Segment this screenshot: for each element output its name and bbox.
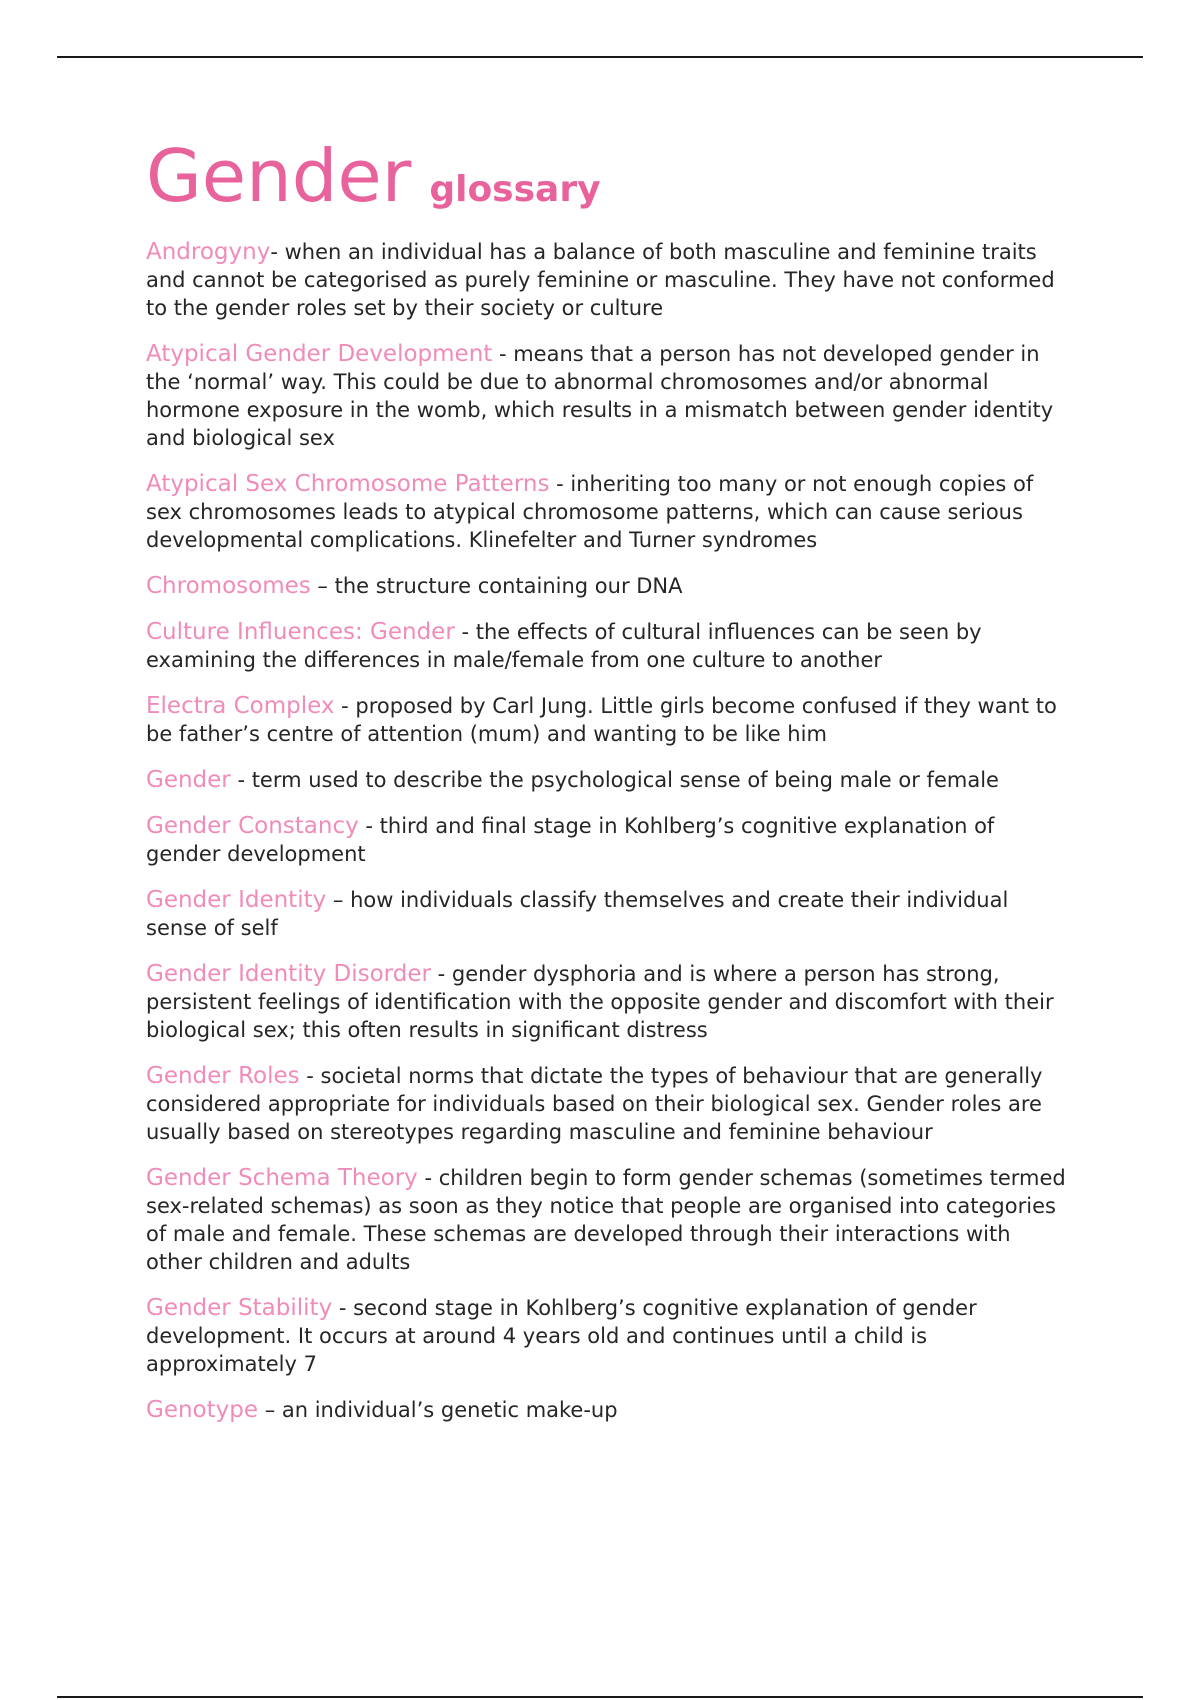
definition: - gender dysphoria and is where a person has strong, persistent feelings of identification with the opposite gender and discomfort with their biological sex; this often results in significant distress bbox=[146, 962, 1054, 1042]
glossary-entry-gender-identity-disorder bbox=[146, 960, 1066, 1044]
definition: – an individual’s genetic make-up bbox=[258, 1398, 618, 1422]
title-main: Gender bbox=[146, 134, 412, 218]
page-title bbox=[146, 134, 1066, 218]
glossary-entry-atypical-sex-chromosome-patterns bbox=[146, 470, 1066, 554]
title-sub: glossary bbox=[429, 169, 601, 210]
glossary-entry-gender-schema-theory bbox=[146, 1164, 1066, 1276]
definition: - term used to describe the psychological sense of being male or female bbox=[230, 768, 999, 792]
glossary-entry-gender-constancy bbox=[146, 812, 1066, 868]
glossary-entry-gender-stability bbox=[146, 1294, 1066, 1378]
definition: - means that a person has not developed gender in the ‘normal’ way. This could be due to abnormal chromosomes and/or abnormal hormone exposure in the womb, which results in a mismatch between gender identity and biological sex bbox=[146, 342, 1054, 450]
term: Culture Influences: Gender bbox=[146, 619, 455, 645]
term: Gender Constancy bbox=[146, 813, 359, 839]
term: Gender Roles bbox=[146, 1063, 300, 1089]
definition: - proposed by Carl Jung. Little girls become confused if they want to be father’s centre of attention (mum) and wanting to be like him bbox=[146, 694, 1057, 746]
term: Chromosomes bbox=[146, 573, 311, 599]
term: Gender Stability bbox=[146, 1295, 333, 1321]
term: Gender Identity bbox=[146, 887, 327, 913]
glossary-entry-electra-complex bbox=[146, 692, 1066, 748]
term: Gender Schema Theory bbox=[146, 1165, 418, 1191]
glossary-page bbox=[146, 134, 1066, 1442]
glossary-entry-chromosomes bbox=[146, 572, 1066, 600]
term: Gender bbox=[146, 767, 231, 793]
glossary-entry-gender bbox=[146, 766, 1066, 794]
definition: - societal norms that dictate the types of behaviour that are generally considered appropriate for individuals based on their biological sex. Gender roles are usually based on stereotypes regarding masculine and feminine behaviour bbox=[146, 1064, 1043, 1144]
term: Gender Identity Disorder bbox=[146, 961, 431, 987]
glossary-entry-androgyny bbox=[146, 238, 1066, 322]
definition: - when an individual has a balance of both masculine and feminine traits and cannot be categorised as purely feminine or masculine. They have not conformed to the gender roles set by their society or culture bbox=[146, 240, 1055, 320]
definition: - the effects of cultural influences can be seen by examining the differences in male/female from one culture to another bbox=[146, 620, 982, 672]
definition: - second stage in Kohlberg’s cognitive explanation of gender development. It occurs at around 4 years old and continues until a child is approximately 7 bbox=[146, 1296, 977, 1376]
term: Atypical Gender Development bbox=[146, 341, 493, 367]
definition: – how individuals classify themselves and create their individual sense of self bbox=[146, 888, 1009, 940]
glossary-entry-culture-influences bbox=[146, 618, 1066, 674]
definition: - children begin to form gender schemas (sometimes termed sex-related schemas) as soon as they notice that people are organised into categories of male and female. These schemas are developed through their interactions with other children and adults bbox=[146, 1166, 1066, 1274]
glossary-entry-gender-roles bbox=[146, 1062, 1066, 1146]
definition: – the structure containing our DNA bbox=[310, 574, 683, 598]
definition: - inheriting too many or not enough copies of sex chromosomes leads to atypical chromosome patterns, which can cause serious developmental complications. Klinefelter and Turner syndromes bbox=[146, 472, 1034, 552]
definition: - third and final stage in Kohlberg’s cognitive explanation of gender development bbox=[146, 814, 995, 866]
term: Androgyny bbox=[146, 239, 271, 265]
top-rule bbox=[57, 56, 1143, 58]
term: Genotype bbox=[146, 1397, 259, 1423]
glossary-entry-atypical-gender-development bbox=[146, 340, 1066, 452]
term: Electra Complex bbox=[146, 693, 335, 719]
glossary-list bbox=[146, 238, 1066, 1424]
glossary-entry-genotype bbox=[146, 1396, 1066, 1424]
bottom-rule bbox=[57, 1696, 1143, 1698]
glossary-entry-gender-identity bbox=[146, 886, 1066, 942]
term: Atypical Sex Chromosome Patterns bbox=[146, 471, 550, 497]
